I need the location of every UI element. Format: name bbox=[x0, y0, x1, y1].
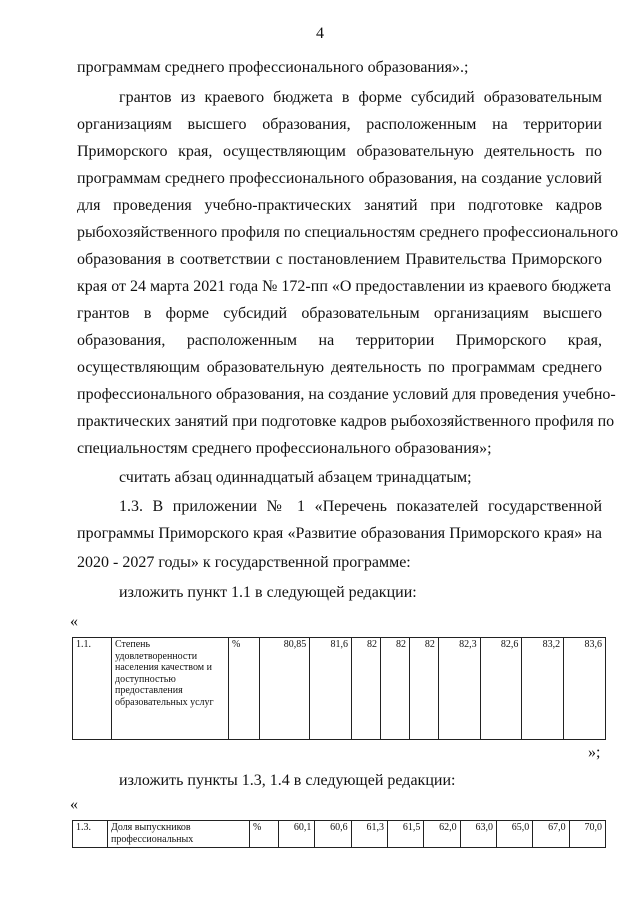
text-line: изложить пункт 1.1 в следующей редакции: bbox=[119, 584, 417, 601]
text-line: организациям высшего образования, расположенным на территории bbox=[77, 116, 602, 133]
quote-open-mark: « bbox=[70, 613, 78, 630]
text-line: грантов в форме субсидий образовательным организациям высшего bbox=[77, 305, 602, 322]
text-line: рыбохозяйственного профиля по специальностям среднего профессионального bbox=[77, 224, 619, 241]
value-cell: 61,3 bbox=[351, 821, 387, 848]
table-row bbox=[73, 821, 606, 848]
value-cell: 67,0 bbox=[533, 821, 569, 848]
indicator-name: Степень удовлетворенности населения качеством и доступностью предоставления образовательных услуг bbox=[112, 638, 229, 740]
text-line: практических занятий при подготовке кадров рыбохозяйственного профиля по bbox=[77, 413, 615, 430]
text-line: осуществляющим образовательную деятельность по программам среднего bbox=[77, 359, 602, 376]
indicator-table-1 bbox=[72, 637, 606, 740]
text-line: 1.3. В приложении № 1 «Перечень показателей государственной bbox=[119, 498, 602, 515]
value-cell: 63,0 bbox=[460, 821, 496, 848]
value-cell: 82 bbox=[409, 638, 438, 740]
value-cell: 60,1 bbox=[279, 821, 315, 848]
text-line: образования, расположенным на территории Приморского края, bbox=[77, 332, 602, 349]
value-cell: 62,0 bbox=[424, 821, 460, 848]
text-line: программам среднего профессионального образования».; bbox=[77, 59, 469, 76]
value-cell: 83,2 bbox=[522, 638, 564, 740]
text-line: изложить пункты 1.3, 1.4 в следующей редакции: bbox=[119, 772, 456, 789]
value-cell: 80,85 bbox=[260, 638, 310, 740]
indicator-name: Доля выпускников профессиональных bbox=[108, 821, 250, 848]
table-row bbox=[73, 638, 606, 740]
value-cell: 70,0 bbox=[569, 821, 605, 848]
value-cell: 61,5 bbox=[387, 821, 423, 848]
page-number: 4 bbox=[316, 25, 324, 42]
value-cell: 82,6 bbox=[480, 638, 522, 740]
text-line: считать абзац одиннадцатый абзацем тринадцатым; bbox=[119, 469, 472, 486]
text-line: программы Приморского края «Развитие образования Приморского края» на bbox=[77, 525, 602, 542]
unit: % bbox=[229, 638, 260, 740]
text-line: Приморского края, осуществляющим образовательную деятельность по bbox=[77, 143, 602, 160]
quote-open-mark: « bbox=[70, 796, 78, 813]
text-line: профессионального образования, на создание условий для проведения учебно- bbox=[77, 386, 616, 403]
text-line: образования в соответствии с постановлением Правительства Приморского bbox=[77, 251, 602, 268]
text-line: специальностям среднего профессионального образования»; bbox=[77, 440, 492, 457]
value-cell: 60,6 bbox=[315, 821, 351, 848]
row-number: 1.1. bbox=[73, 638, 112, 740]
value-cell: 82 bbox=[380, 638, 409, 740]
value-cell: 82 bbox=[352, 638, 381, 740]
unit: % bbox=[250, 821, 279, 848]
indicator-table-2 bbox=[72, 820, 606, 848]
value-cell: 81,6 bbox=[310, 638, 352, 740]
text-line: края от 24 марта 2021 года № 172-пп «О предоставлении из краевого бюджета bbox=[77, 278, 612, 295]
text-line: программам среднего профессионального образования, на создание условий bbox=[77, 170, 602, 187]
row-number: 1.3. bbox=[73, 821, 108, 848]
value-cell: 65,0 bbox=[496, 821, 532, 848]
quote-close-mark: »; bbox=[588, 744, 601, 761]
text-line: для проведения учебно-практических занятий при подготовке кадров bbox=[77, 197, 602, 214]
text-line: грантов из краевого бюджета в форме субсидий образовательным bbox=[119, 89, 602, 106]
value-cell: 83,6 bbox=[564, 638, 606, 740]
value-cell: 82,3 bbox=[438, 638, 480, 740]
text-line: 2020 - 2027 годы» к государственной программе: bbox=[77, 554, 411, 571]
